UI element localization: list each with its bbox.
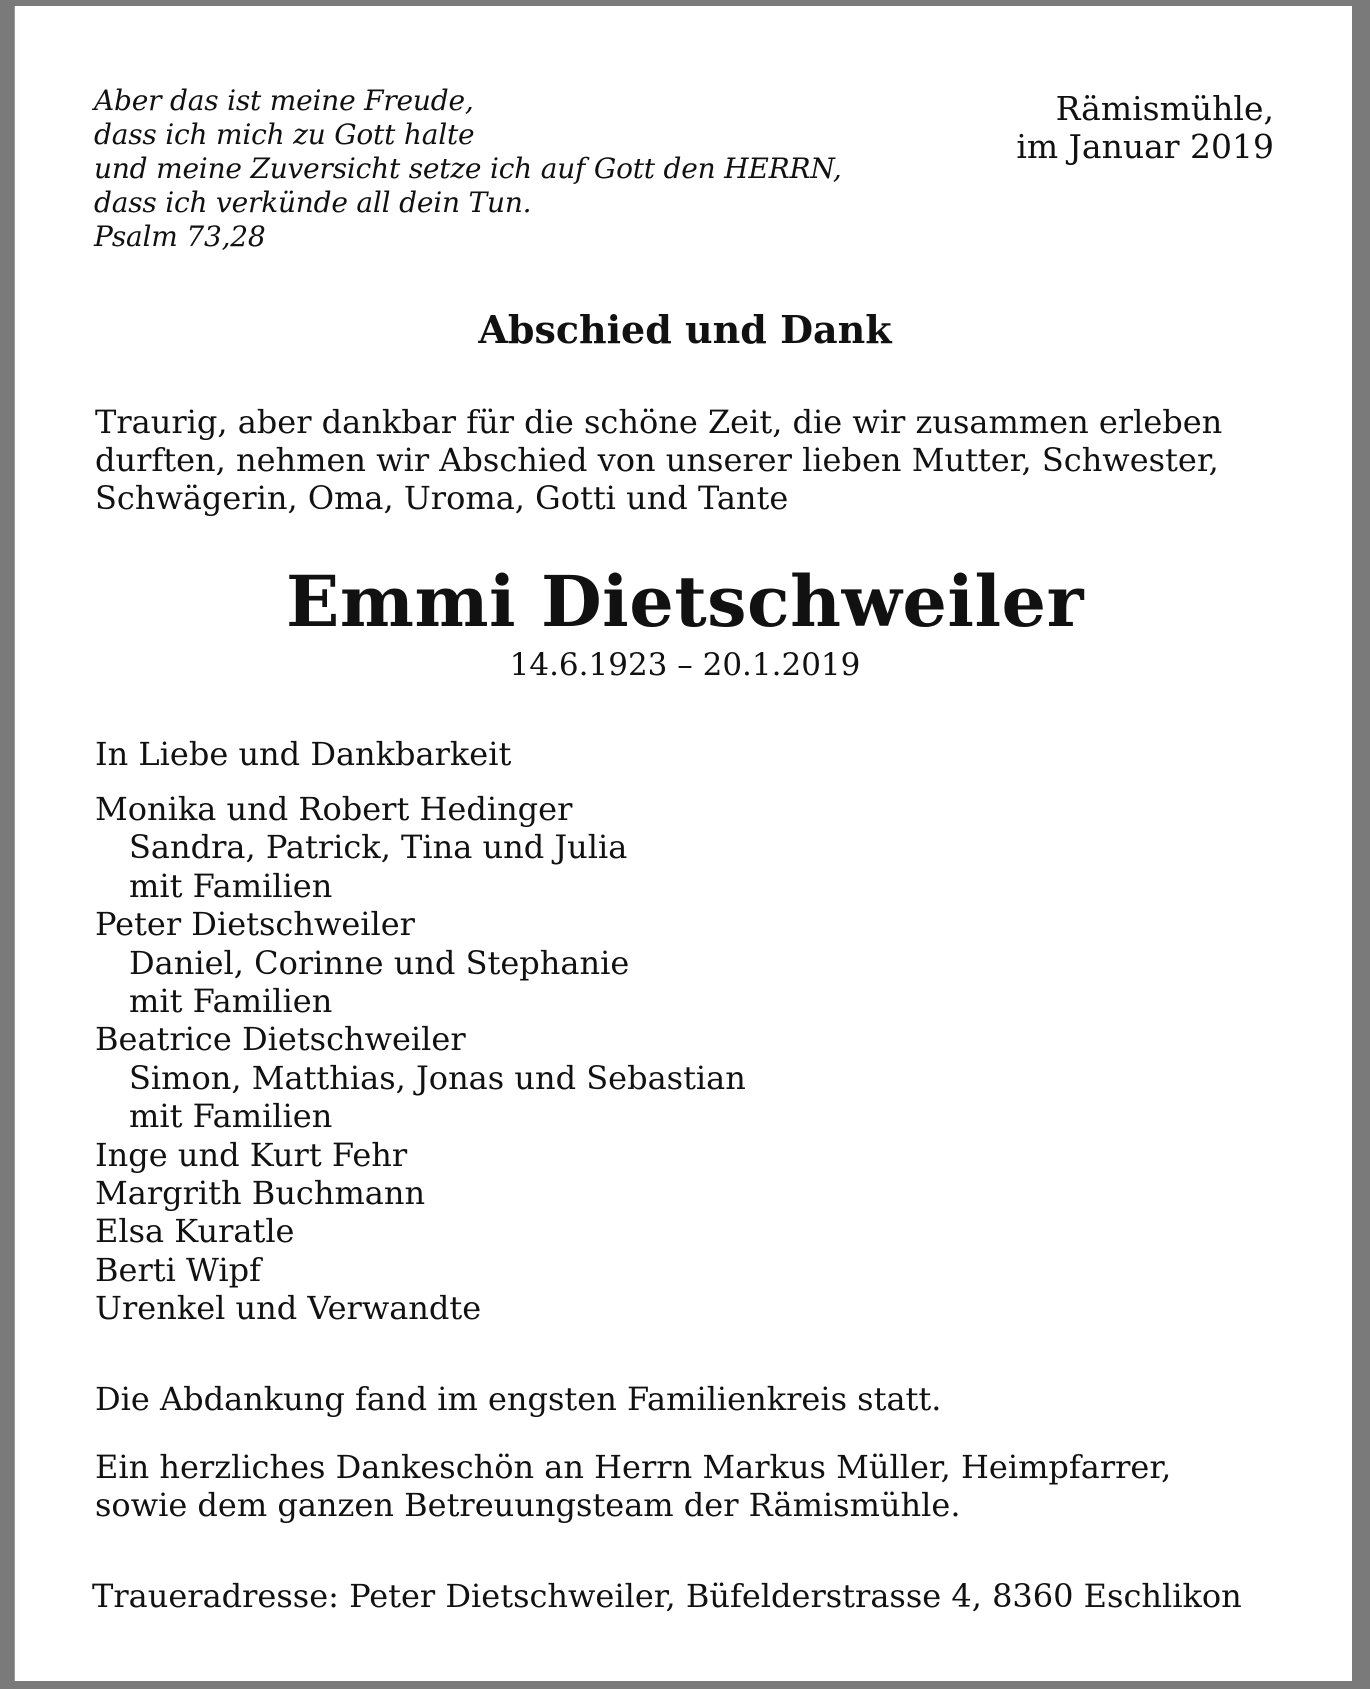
psalm-quote (94, 84, 842, 254)
deceased-name: Emmi Dietschweiler (286, 560, 1084, 643)
intro-line: durften, nehmen wir Abschied von unserer lieben Mutter, Schwester, (95, 441, 1219, 479)
thanks-line: Ein herzliches Dankeschön an Herrn Markus Müller, Heimpfarrer, (95, 1448, 1172, 1486)
intro-line: Schwägerin, Oma, Uroma, Gotti und Tante (95, 479, 789, 517)
mourner-subline: Sandra, Patrick, Tina und Julia (129, 828, 628, 867)
mourner-name: Peter Dietschweiler (95, 905, 415, 944)
mourning-address: Traueradresse: Peter Dietschweiler, Büfelderstrasse 4, 8360 Eschlikon (92, 1577, 1242, 1615)
life-dates: 14.6.1923 – 20.1.2019 (509, 647, 861, 683)
place: Rämismühle, (1055, 89, 1274, 128)
psalm-line: und meine Zuversicht setze ich auf Gott den HERRN, (94, 152, 842, 185)
intro-line: Traurig, aber dankbar für die schöne Zeit, die wir zusammen erleben (95, 403, 1223, 441)
notice-heading: Abschied und Dank (478, 307, 892, 352)
place-and-date (1016, 90, 1274, 166)
page-border-inner-line (14, 6, 15, 1681)
mourner-subline: Simon, Matthias, Jonas und Sebastian (129, 1058, 746, 1097)
mourner-subline: mit Familien (129, 866, 333, 905)
mourner-subline: mit Familien (129, 982, 333, 1021)
mourner-name: Elsa Kuratle (95, 1212, 295, 1251)
mourner-name: Urenkel und Verwandte (95, 1289, 482, 1328)
mourner-name: Beatrice Dietschweiler (95, 1020, 466, 1059)
intro-text (95, 403, 1222, 517)
mourners-intro: In Liebe und Dankbarkeit (95, 735, 512, 773)
psalm-line: dass ich mich zu Gott halte (94, 118, 475, 151)
mourner-subline: Daniel, Corinne und Stephanie (129, 943, 630, 982)
thanks-text (95, 1448, 1171, 1524)
psalm-line: Aber das ist meine Freude, (94, 84, 474, 117)
mourner-name: Inge und Kurt Fehr (95, 1135, 408, 1174)
thanks-line: sowie dem ganzen Betreuungsteam der Rämismühle. (95, 1486, 961, 1524)
mourner-name: Monika und Robert Hedinger (95, 790, 573, 828)
psalm-line: dass ich verkünde all dein Tun. (94, 186, 532, 219)
date-line: im Januar 2019 (1016, 127, 1274, 166)
mourner-name: Margrith Buchmann (95, 1174, 426, 1213)
service-note: Die Abdankung fand im engsten Familienkreis statt. (95, 1380, 942, 1418)
mourner-subline: mit Familien (129, 1097, 333, 1136)
mourner-name: Berti Wipf (95, 1250, 261, 1289)
mourners-list (95, 790, 746, 1328)
psalm-reference: Psalm 73,28 (94, 220, 266, 253)
